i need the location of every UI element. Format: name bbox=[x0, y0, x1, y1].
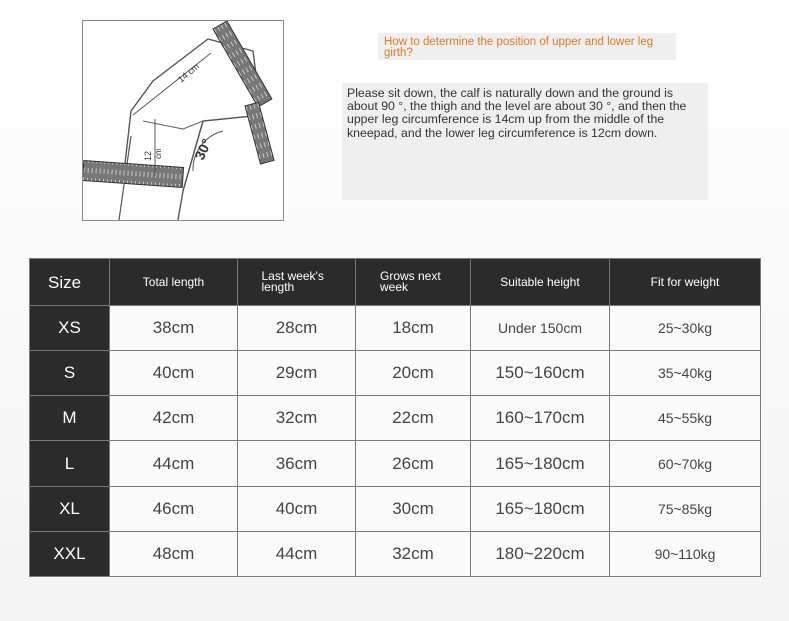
size-cell: XL bbox=[30, 486, 110, 531]
size-cell: XXL bbox=[30, 531, 110, 576]
upper-tape-measure bbox=[212, 21, 273, 112]
header-suitable-height bbox=[471, 259, 610, 306]
last-week-length-cell: 32cm bbox=[238, 396, 356, 441]
header-total-length bbox=[110, 259, 238, 306]
last-week-length-cell: 44cm bbox=[238, 531, 356, 576]
header-fit-for-weight bbox=[610, 259, 761, 306]
lower-tape-measure bbox=[83, 161, 184, 188]
header-suitable-height-label: Suitable height bbox=[500, 274, 580, 289]
table-header-row bbox=[30, 259, 761, 306]
table-row bbox=[30, 486, 761, 531]
knee-line bbox=[143, 121, 203, 129]
grows-next-week-cell: 30cm bbox=[356, 486, 471, 531]
grows-next-week-cell: 20cm bbox=[356, 351, 471, 396]
knee-diagram bbox=[83, 21, 283, 220]
header-size: Size bbox=[30, 259, 110, 306]
upper-measure-label: 14 cm bbox=[175, 61, 202, 85]
table-row bbox=[30, 396, 761, 441]
last-week-length-cell: 28cm bbox=[238, 306, 356, 351]
question-text: How to determine the position of upper and lower leg girth? bbox=[378, 33, 676, 60]
lower-measure-unit: cm bbox=[154, 148, 163, 159]
total-length-cell: 48cm bbox=[110, 531, 238, 576]
upper-tape-measure-end bbox=[245, 102, 274, 164]
suitable-height-cell: 180~220cm bbox=[471, 531, 610, 576]
grows-next-week-cell: 26cm bbox=[356, 441, 471, 486]
angle-label: 30° bbox=[191, 136, 215, 163]
fit-for-weight-cell: 75~85kg bbox=[610, 486, 761, 531]
table-row bbox=[30, 531, 761, 576]
leg-outline bbox=[83, 39, 258, 220]
table-row bbox=[30, 351, 761, 396]
suitable-height-cell: 165~180cm bbox=[471, 486, 610, 531]
suitable-height-cell: Under 150cm bbox=[471, 306, 610, 351]
header-last-week-length-label: Last week's length bbox=[261, 269, 324, 294]
fit-for-weight-cell: 45~55kg bbox=[610, 396, 761, 441]
last-week-length-cell: 29cm bbox=[238, 351, 356, 396]
total-length-cell: 46cm bbox=[110, 486, 238, 531]
last-week-length-cell: 36cm bbox=[238, 441, 356, 486]
table-row bbox=[30, 306, 761, 351]
total-length-cell: 44cm bbox=[110, 441, 238, 486]
knee-measurement-illustration bbox=[82, 20, 284, 221]
fit-for-weight-cell: 60~70kg bbox=[610, 441, 761, 486]
size-cell: XS bbox=[30, 306, 110, 351]
fit-for-weight-cell: 25~30kg bbox=[610, 306, 761, 351]
lower-measure-value: 12 bbox=[143, 150, 153, 161]
grows-next-week-cell: 18cm bbox=[356, 306, 471, 351]
header-last-week-length bbox=[238, 259, 356, 306]
size-chart-table bbox=[29, 258, 761, 577]
suitable-height-cell: 165~180cm bbox=[471, 441, 610, 486]
total-length-cell: 38cm bbox=[110, 306, 238, 351]
size-cell: S bbox=[30, 351, 110, 396]
fit-for-weight-cell: 35~40kg bbox=[610, 351, 761, 396]
fit-for-weight-cell: 90~110kg bbox=[610, 531, 761, 576]
total-length-cell: 42cm bbox=[110, 396, 238, 441]
table-row bbox=[30, 441, 761, 486]
grows-next-week-cell: 32cm bbox=[356, 531, 471, 576]
header-fit-for-weight-label: Fit for weight bbox=[650, 274, 720, 289]
size-cell: L bbox=[30, 441, 110, 486]
suitable-height-cell: 150~160cm bbox=[471, 351, 610, 396]
grows-next-week-cell: 22cm bbox=[356, 396, 471, 441]
upper-dimension-line bbox=[133, 53, 211, 115]
header-grows-next-week bbox=[356, 259, 471, 306]
last-week-length-cell: 40cm bbox=[238, 486, 356, 531]
answer-text: Please sit down, the calf is naturally down and the ground is about 90 °, the thigh and the level are about 30 °, and then the upper leg circumference is 14cm up from the middle of the kneepad, and the lower leg circumference is 12cm down. bbox=[342, 83, 708, 200]
size-cell: M bbox=[30, 396, 110, 441]
total-length-cell: 40cm bbox=[110, 351, 238, 396]
suitable-height-cell: 160~170cm bbox=[471, 396, 610, 441]
header-total-length-label: Total length bbox=[142, 274, 205, 289]
header-grows-next-week-label: Grows next week bbox=[380, 269, 441, 294]
